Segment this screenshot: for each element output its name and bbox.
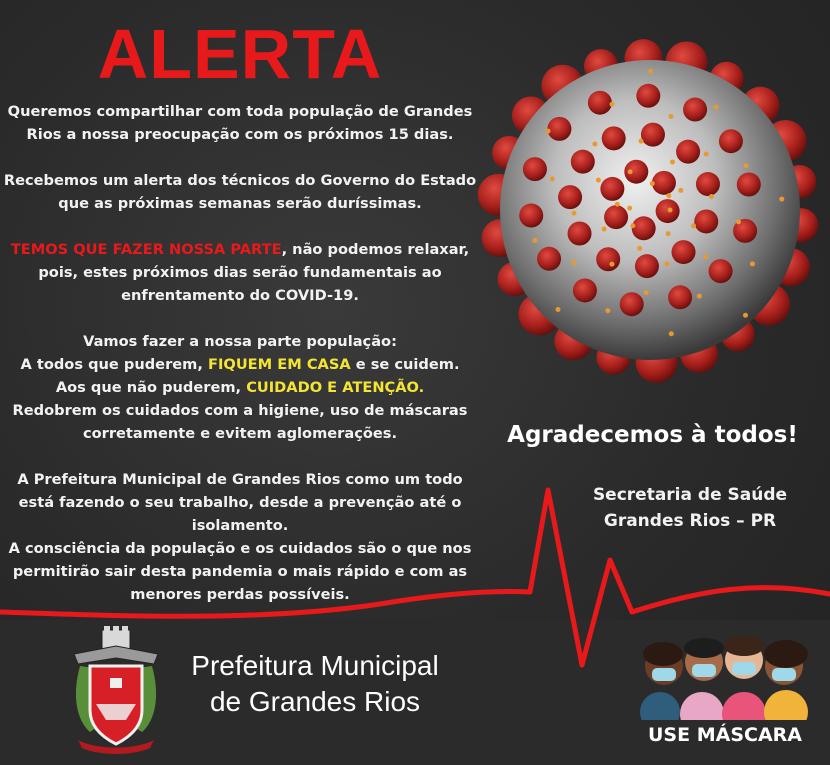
highlight-fiquem-em-casa: FIQUEM EM CASA [208,356,351,373]
virus-dot [750,261,755,266]
virus-dot [743,313,748,318]
prefeitura-line-2: de Grandes Rios [209,686,421,717]
virus-spike [656,199,680,223]
message-p4-line-1: Vamos fazer a nossa parte população: [83,333,397,350]
virus-dot [736,219,741,224]
virus-spike [547,117,571,141]
virus-spike [600,177,624,201]
virus-dot [666,193,671,198]
virus-dot [546,129,551,134]
prefeitura-name [180,648,450,720]
virus-dot [532,238,537,243]
virus-dot [637,246,642,251]
virus-spike [632,216,656,240]
message-paragraph-2: Recebemos um alerta dos técnicos do Governo do Estado que as próximas semanas serão duríssimas. [3,172,477,212]
virus-dot [678,188,683,193]
signature-line-2: Grandes Rios – PR [603,511,777,531]
virus-spike [568,222,592,246]
virus-spike [537,247,561,271]
virus-dot [639,139,644,144]
message-p4-line-4: Redobrem os cuidados com a higiene, uso de máscaras corretamente e evitem aglomerações. [12,402,468,442]
prefeitura-line-1: Prefeitura Municipal [191,650,439,681]
virus-dot [666,231,671,236]
message-paragraph-4 [0,330,480,445]
virus-spike [719,129,743,153]
virus-dot [571,260,576,265]
virus-dot [697,294,702,299]
virus-dot [650,181,655,186]
highlight-cuidado-e-atencao: CUIDADO E ATENÇÃO. [246,379,425,396]
virus-spike [635,254,659,278]
message-p5-line-1: A Prefeitura Municipal de Grandes Rios como um todo está fazendo o seu trabalho, desde a prevenção até o isolamento. [17,471,463,534]
virus-dot [630,223,635,228]
coronavirus-image [470,15,830,395]
municipal-crest-icon [66,624,166,756]
virus-spike [696,172,720,196]
virus-dot [592,141,597,146]
virus-spike [672,240,696,264]
virus-dot [703,254,708,259]
use-mask-label: USE MÁSCARA [648,724,802,746]
virus-dot [709,194,714,199]
message-p4-line-3a: Aos que não puderem, [55,379,247,396]
thanks-message: Agradecemos à todos! [507,422,798,448]
message-paragraph-1: Queremos compartilhar com toda população de Grandes Rios a nossa preocupação com os próximos 15 dias. [7,103,473,143]
virus-spike [683,98,707,122]
message-p4-line-2b: e se cuidem. [350,356,460,373]
virus-spike [620,292,644,316]
virus-dot [670,159,675,164]
virus-spike [641,123,665,147]
virus-dot [744,163,749,168]
virus-dot [627,206,632,211]
virus-dot [648,69,653,74]
alert-title: ALERTA [97,15,383,93]
virus-spike [676,140,700,164]
virus-spike [596,247,620,271]
virus-spike [668,285,692,309]
message-paragraph-3 [0,238,480,307]
virus-spike [602,126,626,150]
virus-dot [779,197,784,202]
masked-children-icon [638,630,810,720]
highlight-fazer-nossa-parte: TEMOS QUE FAZER NOSSA PARTE [10,241,282,258]
virus-dot [691,223,696,228]
message-p5-line-2: A consciência da população e os cuidados são o que nos permitirão sair desta pandemia o mais rápido e com as menores perdas possíveis. [8,540,472,603]
virus-spike [523,157,547,181]
virus-dot [664,261,669,266]
virus-spike [588,91,612,115]
virus-dot [555,307,560,312]
virus-dot [550,176,555,181]
virus-spike [737,173,761,197]
signature-line-1: Secretaria de Saúde [592,485,788,505]
virus-spike [573,278,597,302]
virus-spike [694,209,718,233]
virus-dot [615,202,620,207]
virus-dot [628,169,633,174]
virus-dot [609,262,614,267]
virus-dot [704,151,709,156]
virus-dot [596,178,601,183]
virus-spike [519,203,543,227]
message-p4-line-2a: A todos que puderem, [20,356,209,373]
message-paragraph-3-rest: , não podemos relaxar, pois, estes próximos dias serão fundamentais ao enfrentamento do COVID-19. [38,241,470,304]
virus-spike [558,185,582,209]
virus-dot [571,211,576,216]
virus-dot [714,105,719,110]
virus-spike [636,84,660,108]
virus-dot [605,308,610,313]
virus-dot [609,102,614,107]
virus-spike [604,205,628,229]
virus-dot [602,226,607,231]
virus-dot [668,208,673,213]
virus-spike [709,259,733,283]
virus-spike [652,171,676,195]
virus-spike [571,150,595,174]
virus-dot [669,331,674,336]
virus-dot [669,114,674,119]
virus-dot [644,290,649,295]
